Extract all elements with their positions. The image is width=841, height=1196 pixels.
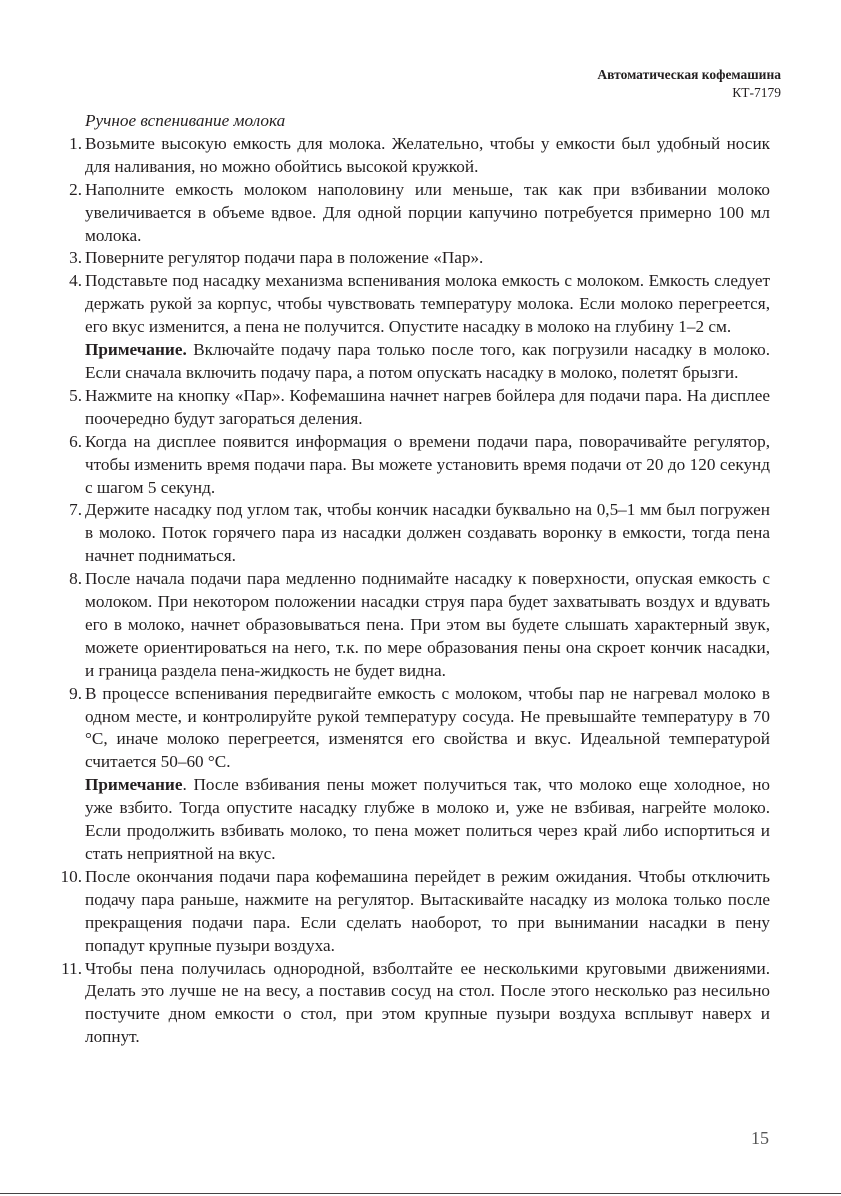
step-number: 9. (69, 683, 82, 703)
note-label: Примечание (85, 775, 183, 795)
step-10 (52, 866, 770, 958)
step-text: Держите насадку под углом так, чтобы кончик насадки буквально на 0,5–1 мм был погружен в молоко. Поток горячего пара из насадки должен создавать воронку в емкости, тогда пена начнет подниматься. (85, 500, 770, 566)
bottom-divider (0, 1193, 841, 1194)
page-number: 15 (751, 1128, 769, 1148)
step-number: 3. (69, 248, 82, 268)
note-text: Включайте подачу пара только после того, как погрузили насадку в молоко. Если сначала включить подачу пара, а потом опускать насадку в молоко, полетят брызги. (85, 340, 770, 382)
step-8 (52, 568, 770, 683)
step-text: После окончания подачи пара кофемашина перейдет в режим ожидания. Чтобы отключить подачу пара раньше, нажмите на регулятор. Вытаскивайте насадку из молока только после прекращения подачи пара. Если сделать наоборот, то при вынимании насадки в пену попадут крупные пузыри воздуха. (85, 866, 770, 955)
note-text: . После взбивания пены может получиться так, что молоко еще холодное, но уже взбито. Тогда опустите насадку глубже в молоко и, уже не взбивая, нагрейте молоко. Если продолжить взбивать молоко, то пена может политься через край либо испортиться и стать неприятной на вкус. (85, 775, 770, 863)
step-7 (52, 499, 770, 568)
step-3 (52, 247, 770, 270)
step-9 (52, 683, 770, 866)
step-number: 6. (69, 431, 82, 451)
step-note (85, 339, 770, 385)
step-5 (52, 385, 770, 431)
step-number: 7. (69, 500, 82, 520)
step-number: 1. (69, 133, 82, 153)
step-number: 10. (60, 866, 82, 886)
step-1 (52, 133, 770, 179)
step-number: 5. (69, 385, 82, 405)
step-number: 4. (69, 271, 82, 291)
step-text: Наполните емкость молоком наполовину или меньше, так как при взбивании молоко увеличивается в объеме вдвое. Для одной порции капучино потребуется примерно 100 мл молока. (85, 179, 770, 245)
model-number: КТ-7179 (732, 85, 781, 100)
section-title: Ручное вспенивание молока (85, 111, 286, 130)
step-note (85, 774, 770, 866)
instructions-content (52, 110, 770, 1049)
steps-list (52, 133, 770, 1049)
step-text: В процессе вспенивания передвигайте емкость с молоком, чтобы пар не нагревал молоко в одном месте, и контролируйте рукой температуру сосуда. Не превышайте температуру в 70 °С, иначе молоко перегреется, изменятся его свойства и вкус. Идеальной температурой считается 50–60 °С. (85, 683, 770, 772)
step-11 (52, 958, 770, 1050)
step-text: Когда на дисплее появится информация о времени подачи пара, поворачивайте регулятор, чтобы изменить время подачи пара. Вы можете установить время подачи от 20 до 120 секунд с шагом 5 секунд. (85, 431, 770, 497)
page-header (597, 66, 781, 102)
step-text: После начала подачи пара медленно поднимайте насадку к поверхности, опуская емкость с молоком. При некотором положении насадки струя пара будет захватывать воздух и вдувать его в молоко, начнет образовываться пена. При этом вы будете слышать характерный звук, можете ориентироваться на него, т.к. по мере образования пены она скроет кончик насадки, и граница раздела пена-жидкость не будет видна. (85, 569, 770, 680)
step-number: 8. (69, 569, 82, 589)
step-4 (52, 270, 770, 385)
note-label: Примечание. (85, 340, 187, 360)
step-text: Чтобы пена получилась однородной, взболтайте ее несколькими круговыми движениями. Делать это лучше не на весу, а поставив сосуд на стол. После этого несколько раз несильно постучите дном емкости о стол, при этом крупные пузыри воздуха всплывут наверх и лопнут. (85, 958, 770, 1047)
step-text: Подставьте под насадку механизма вспенивания молока емкость с молоком. Емкость следует держать рукой за корпус, чтобы чувствовать температуру молока. Если молоко перегреется, его вкус изменится, а пена не получится. Опустите насадку в молоко на глубину 1–2 см. (85, 271, 770, 337)
step-6 (52, 431, 770, 500)
step-2 (52, 179, 770, 248)
step-text: Возьмите высокую емкость для молока. Желательно, чтобы у емкости был удобный носик для наливания, но можно обойтись высокой кружкой. (85, 133, 770, 176)
step-number: 11. (61, 958, 82, 978)
product-name: Автоматическая кофемашина (597, 67, 781, 82)
step-text: Поверните регулятор подачи пара в положение «Пар». (85, 248, 484, 268)
step-number: 2. (69, 179, 82, 199)
step-text: Нажмите на кнопку «Пар». Кофемашина начнет нагрев бойлера для подачи пара. На дисплее поочередно будут загораться деления. (85, 385, 770, 428)
